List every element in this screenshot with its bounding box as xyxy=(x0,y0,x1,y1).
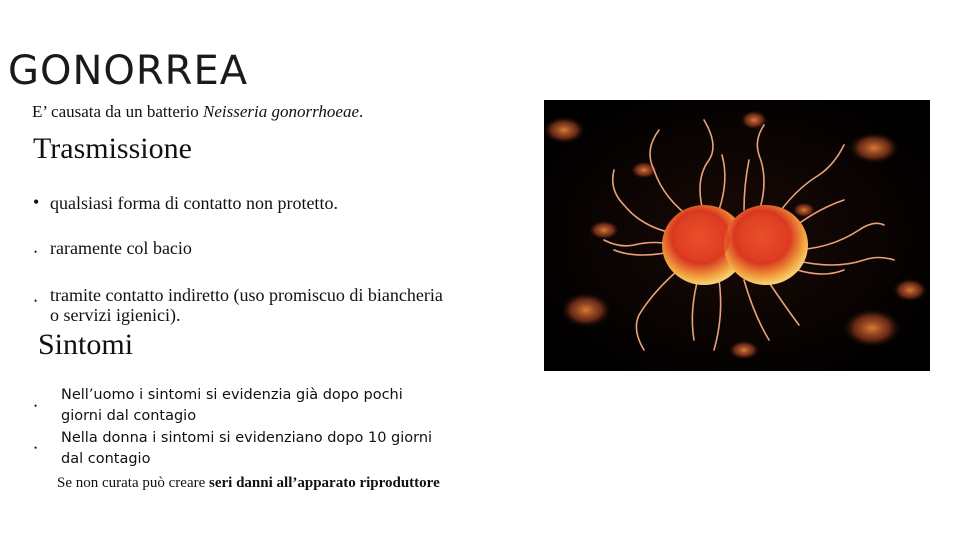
slide-title: GONORREA xyxy=(8,48,249,94)
species-name: Neisseria gonorrhoeae xyxy=(203,102,360,121)
symptom-line: Nella donna i sintomi si evidenziano dopo 10 giorni xyxy=(61,430,433,446)
transmission-item: tramite contatto indiretto (uso promiscuo di biancheria xyxy=(50,285,443,305)
bacterium-image xyxy=(544,100,930,371)
bullet-glyph: • xyxy=(34,247,38,257)
bullet-glyph: • xyxy=(34,443,38,453)
transmission-heading: Trasmissione xyxy=(33,132,192,165)
subtitle xyxy=(32,102,363,122)
symptom-line-continued: dal contagio xyxy=(61,451,151,467)
symptom-line: Nell’uomo i sintomi si evidenzia già dopo pochi xyxy=(61,387,403,403)
final-warning-text: Se non curata può creare xyxy=(57,475,210,491)
transmission-item: qualsiasi forma di contatto non protetto. xyxy=(50,193,338,213)
subtitle-prefix: E’ causata da un batterio xyxy=(32,102,204,121)
transmission-item: raramente col bacio xyxy=(50,238,192,258)
transmission-item-continued: o servizi igienici). xyxy=(50,305,181,325)
bullet-glyph: • xyxy=(34,296,38,306)
bacterium-illustration xyxy=(544,100,930,371)
final-warning xyxy=(57,475,440,492)
bullet-glyph: • xyxy=(34,401,38,411)
bullet-glyph: • xyxy=(33,192,40,212)
symptom-line-continued: giorni dal contagio xyxy=(61,408,197,424)
subtitle-suffix: . xyxy=(359,102,364,121)
final-warning-emphasis: seri danni all’apparato riproduttore xyxy=(209,475,440,491)
symptoms-heading: Sintomi xyxy=(38,328,134,361)
